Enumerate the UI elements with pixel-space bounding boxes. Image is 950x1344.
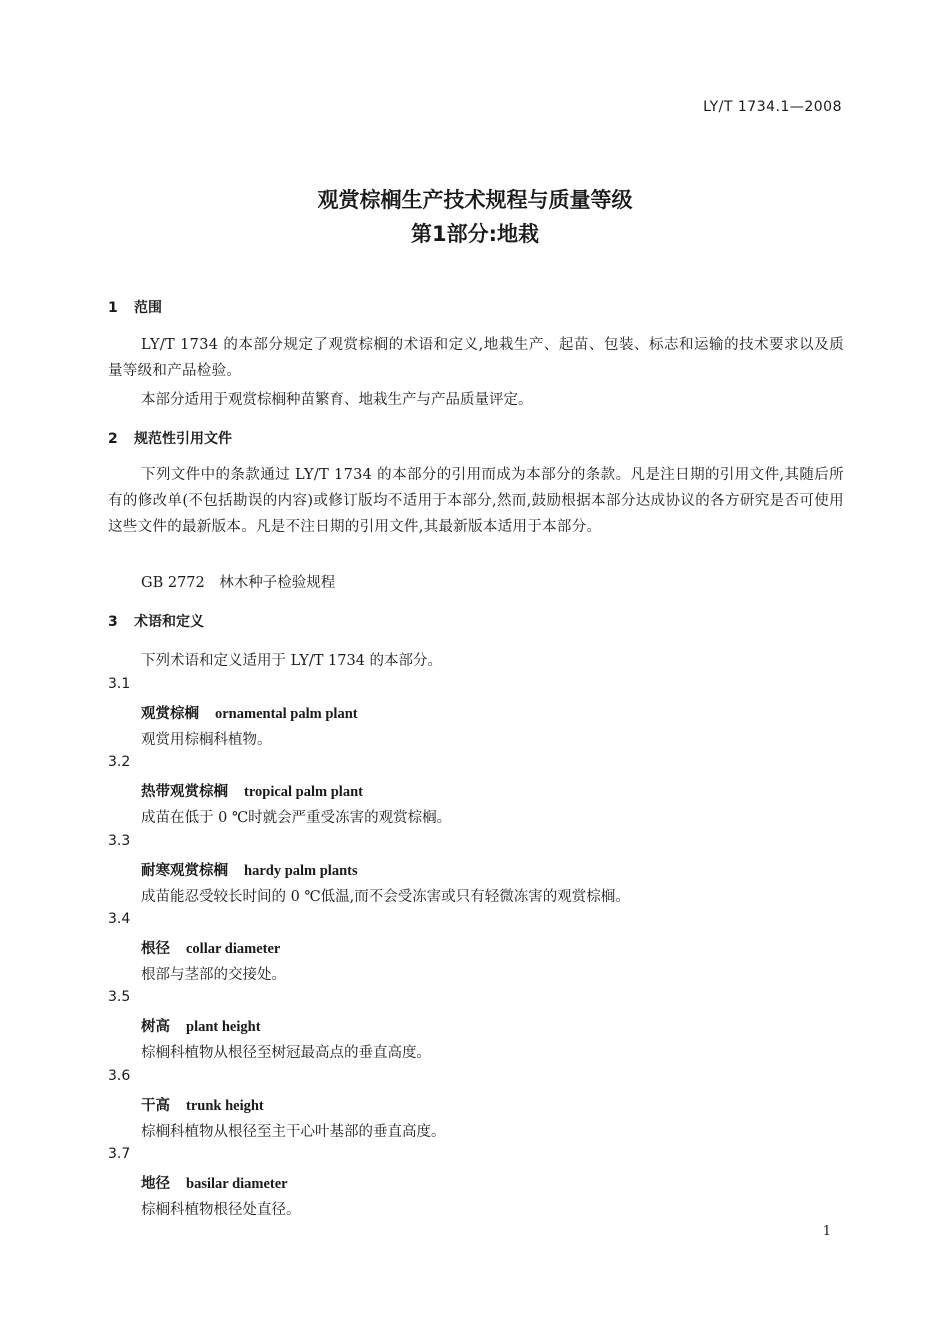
- section-3-heading: [108, 611, 204, 631]
- term-number: 3.1: [108, 676, 131, 692]
- page-number: 1: [822, 1224, 831, 1239]
- document-title: 观赏棕榈生产技术规程与质量等级: [317, 188, 633, 212]
- term-zh: 根径: [141, 941, 170, 957]
- term-heading: [141, 1172, 288, 1193]
- term-definition: 成苗在低于 0 ℃时就会严重受冻害的观赏棕榈。: [141, 810, 452, 826]
- term-en: ornamental palm plant: [215, 706, 358, 722]
- term-heading: [141, 1094, 264, 1115]
- term-en: trunk height: [186, 1098, 264, 1114]
- term-definition: 棕榈科植物根径处直径。: [141, 1202, 301, 1218]
- term-zh: 热带观赏棕榈: [141, 784, 228, 800]
- term-en: collar diameter: [186, 941, 281, 957]
- term-en: basilar diameter: [186, 1176, 288, 1192]
- section-3-intro: 下列术语和定义适用于 LY/T 1734 的本部分。: [141, 653, 443, 669]
- term-en: tropical palm plant: [244, 784, 363, 800]
- section-number: 1: [108, 300, 118, 316]
- term-heading: [141, 859, 358, 880]
- section-title: 术语和定义: [134, 614, 204, 630]
- term-zh: 干高: [141, 1098, 170, 1114]
- section-2-paragraph-1: 下列文件中的条款通过 LY/T 1734 的本部分的引用而成为本部分的条款。凡是注日期的引用文件,其随后所有的修改单(不包括勘误的内容)或修订版均不适用于本部分,然而,鼓励根据本部分达成协议的各方研究是否可使用这些文件的最新版本。凡是不注日期的引用文件,其最新版本适用于本部分。: [108, 467, 844, 535]
- term-en: hardy palm plants: [244, 863, 358, 879]
- term-zh: 树高: [141, 1019, 170, 1035]
- term-number: 3.4: [108, 911, 131, 927]
- term-heading: [141, 1015, 261, 1036]
- section-title: 规范性引用文件: [134, 431, 232, 447]
- term-number: 3.5: [108, 989, 131, 1005]
- term-definition: 成苗能忍受较长时间的 0 ℃低温,而不会受冻害或只有轻微冻害的观赏棕榈。: [141, 889, 630, 905]
- term-zh: 观赏棕榈: [141, 706, 199, 722]
- term-definition: 根部与茎部的交接处。: [141, 967, 286, 983]
- standard-code: LY/T 1734.1—2008: [703, 99, 842, 115]
- reference-gb-2772: GB 2772 林木种子检验规程: [141, 575, 336, 591]
- term-heading: [141, 937, 280, 958]
- term-number: 3.3: [108, 833, 131, 849]
- term-definition: 观赏用棕榈科植物。: [141, 732, 272, 748]
- section-number: 3: [108, 614, 118, 630]
- term-number: 3.6: [108, 1068, 131, 1084]
- term-heading: [141, 702, 358, 723]
- section-title: 范围: [134, 300, 162, 316]
- term-heading: [141, 780, 363, 801]
- term-zh: 耐寒观赏棕榈: [141, 863, 228, 879]
- term-definition: 棕榈科植物从根径至树冠最高点的垂直高度。: [141, 1045, 431, 1061]
- section-1-paragraph-2: 本部分适用于观赏棕榈种苗繁育、地栽生产与产品质量评定。: [141, 392, 533, 408]
- document-subtitle: 第1部分:地栽: [410, 222, 539, 246]
- term-en: plant height: [186, 1019, 261, 1035]
- section-1-paragraph-1: LY/T 1734 的本部分规定了观赏棕榈的术语和定义,地栽生产、起苗、包装、标志和运输的技术要求以及质量等级和产品检验。: [108, 337, 844, 379]
- term-definition: 棕榈科植物从根径至主干心叶基部的垂直高度。: [141, 1124, 446, 1140]
- term-zh: 地径: [141, 1176, 170, 1192]
- section-number: 2: [108, 431, 118, 447]
- term-number: 3.2: [108, 754, 131, 770]
- section-1-heading: [108, 297, 162, 317]
- section-2-heading: [108, 428, 232, 448]
- term-number: 3.7: [108, 1146, 131, 1162]
